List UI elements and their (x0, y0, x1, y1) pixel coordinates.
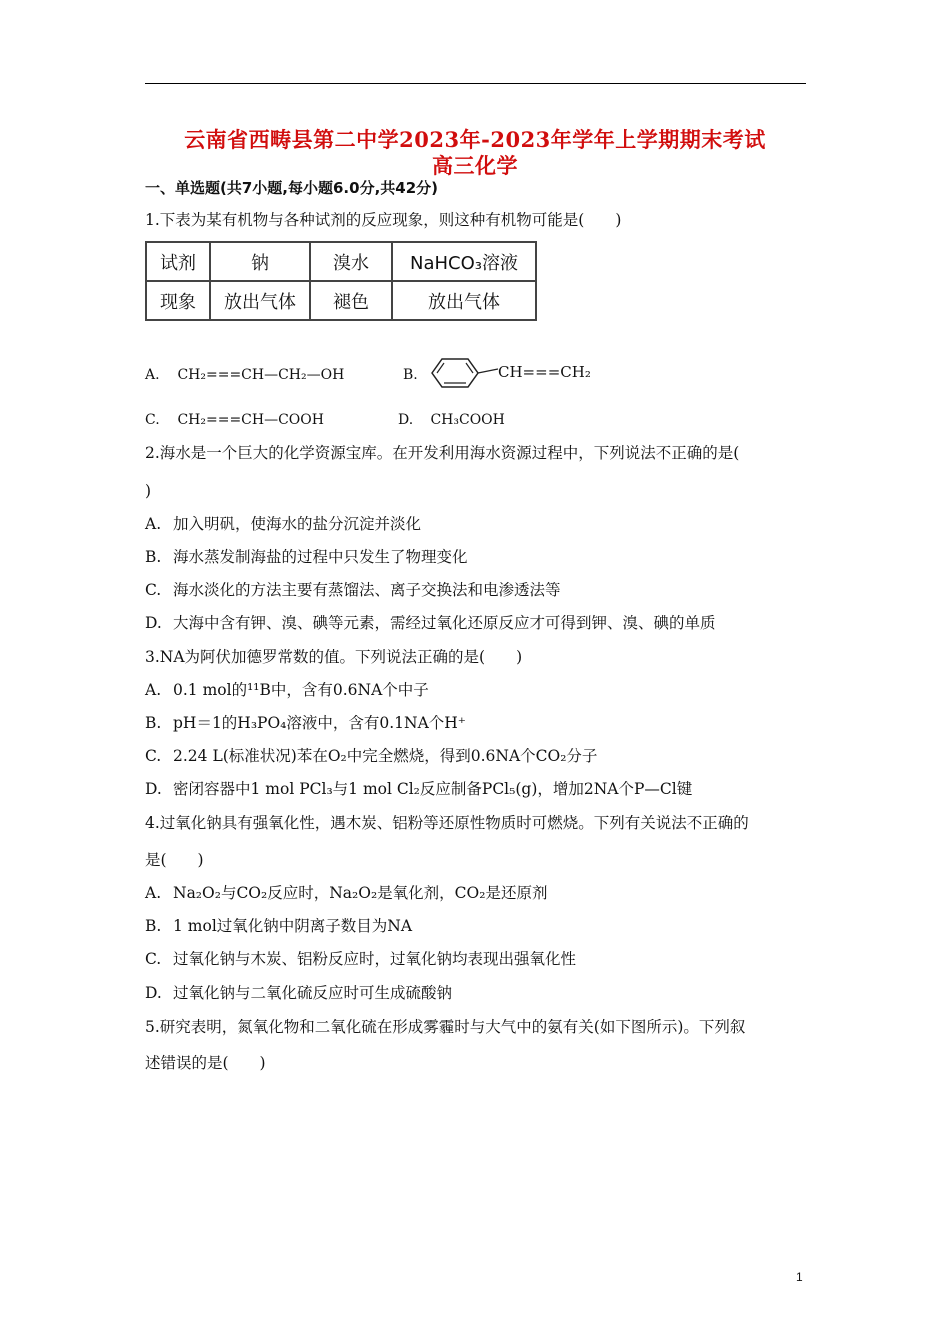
option-text: CH₂===CH—CH₂—OH (177, 367, 345, 383)
option-text: 大海中含有钾、溴、碘等元素，需经过氧化还原反应才可得到钾、溴、碘的单质 (173, 614, 716, 632)
q1-option-d (398, 410, 505, 430)
option-text: CH₂===CH—COOH (177, 412, 324, 428)
table-cell: 试剂 (146, 242, 210, 281)
header-rule (145, 83, 806, 84)
q2-option-c (145, 580, 561, 600)
option-text: 加入明矾，使海水的盐分沉淀并淡化 (173, 515, 422, 533)
option-text: 密闭容器中1 mol PCl₃与1 mol Cl₂反应制备PCl₅(g)，增加2NA个P—Cl键 (173, 780, 693, 798)
exam-subtitle: 高三化学 (432, 153, 518, 178)
q1-option-c (145, 410, 324, 430)
q3-option-d (145, 779, 692, 799)
table-cell: 放出气体 (210, 281, 310, 320)
option-text: 1 mol过氧化钠中阴离子数目为NA (173, 917, 413, 935)
q2-option-a (145, 514, 421, 534)
option-label: D. (145, 614, 162, 632)
option-label: A. (145, 367, 160, 383)
option-text: CH₃COOH (430, 412, 505, 428)
q1-stem: 1.下表为某有机物与各种试剂的反应现象，则这种有机物可能是( ) (145, 211, 622, 229)
q4-option-a (145, 883, 547, 903)
q3-option-c (145, 746, 597, 766)
q3-stem: 3.NA为阿伏加德罗常数的值。下列说法正确的是( ) (145, 648, 523, 666)
option-label: B. (145, 714, 162, 732)
reagent-table (145, 241, 537, 321)
table-row (146, 242, 536, 281)
exam-title: 云南省西畴县第二中学2023年-2023年学年上学期期末考试 (184, 127, 766, 152)
option-label: A. (145, 515, 162, 533)
page-number: 1 (796, 1270, 803, 1284)
table-cell: 现象 (146, 281, 210, 320)
option-label: A. (145, 681, 162, 699)
benzene-ring-icon (428, 356, 500, 390)
table-cell: NaHCO₃溶液 (392, 242, 536, 281)
q4-option-d (145, 983, 452, 1003)
q2-option-d (145, 613, 716, 633)
q4-option-c (145, 949, 576, 969)
option-label: C. (145, 747, 162, 765)
option-text: 过氧化钠与二氧化硫反应时可生成硫酸钠 (173, 984, 453, 1002)
q5-stem-cont: 述错误的是( ) (145, 1054, 266, 1072)
option-text: 0.1 mol的¹¹B中，含有0.6NA个中子 (173, 681, 429, 699)
option-label: D. (145, 984, 162, 1002)
option-label: D. (145, 780, 162, 798)
q1-option-b-text: CH===CH₂ (498, 363, 591, 381)
option-text: 海水蒸发制海盐的过程中只发生了物理变化 (173, 548, 468, 566)
q2-option-b (145, 547, 468, 567)
q4-option-b (145, 916, 412, 936)
option-text: 过氧化钠与木炭、铝粉反应时，过氧化钠均表现出强氧化性 (173, 950, 577, 968)
q2-stem: 2.海水是一个巨大的化学资源宝库。在开发利用海水资源过程中，下列说法不正确的是( (145, 444, 740, 462)
table-row (146, 281, 536, 320)
q3-option-a (145, 680, 429, 700)
q3-option-b (145, 713, 466, 733)
table-cell: 溴水 (310, 242, 392, 281)
q5-stem: 5.研究表明，氮氧化物和二氧化硫在形成雾霾时与大气中的氨有关(如下图所示)。下列叙 (145, 1018, 746, 1036)
option-text: 2.24 L(标准状况)苯在O₂中完全燃烧，得到0.6NA个CO₂分子 (173, 747, 598, 765)
option-text: 海水淡化的方法主要有蒸馏法、离子交换法和电渗透法等 (173, 581, 561, 599)
option-text: pH＝1的H₃PO₄溶液中，含有0.1NA个H⁺ (173, 714, 466, 732)
q2-stem-cont: ) (145, 482, 152, 500)
q1-option-a (145, 365, 344, 385)
table-cell: 钠 (210, 242, 310, 281)
option-label: C. (145, 950, 162, 968)
option-label: A. (145, 884, 162, 902)
option-text: Na₂O₂与CO₂反应时，Na₂O₂是氧化剂，CO₂是还原剂 (173, 884, 548, 902)
option-label: C. (145, 412, 160, 428)
option-label: B. (145, 548, 162, 566)
q4-stem-cont: 是( ) (145, 851, 204, 869)
q1-option-b-label: B. (403, 367, 418, 383)
table-cell: 放出气体 (392, 281, 536, 320)
option-label: D. (398, 412, 414, 428)
section-heading: 一、单选题(共7小题,每小题6.0分,共42分) (145, 179, 438, 197)
option-label: C. (145, 581, 162, 599)
table-cell: 褪色 (310, 281, 392, 320)
option-label: B. (145, 917, 162, 935)
q4-stem: 4.过氧化钠具有强氧化性，遇木炭、铝粉等还原性物质时可燃烧。下列有关说法不正确的 (145, 814, 749, 832)
